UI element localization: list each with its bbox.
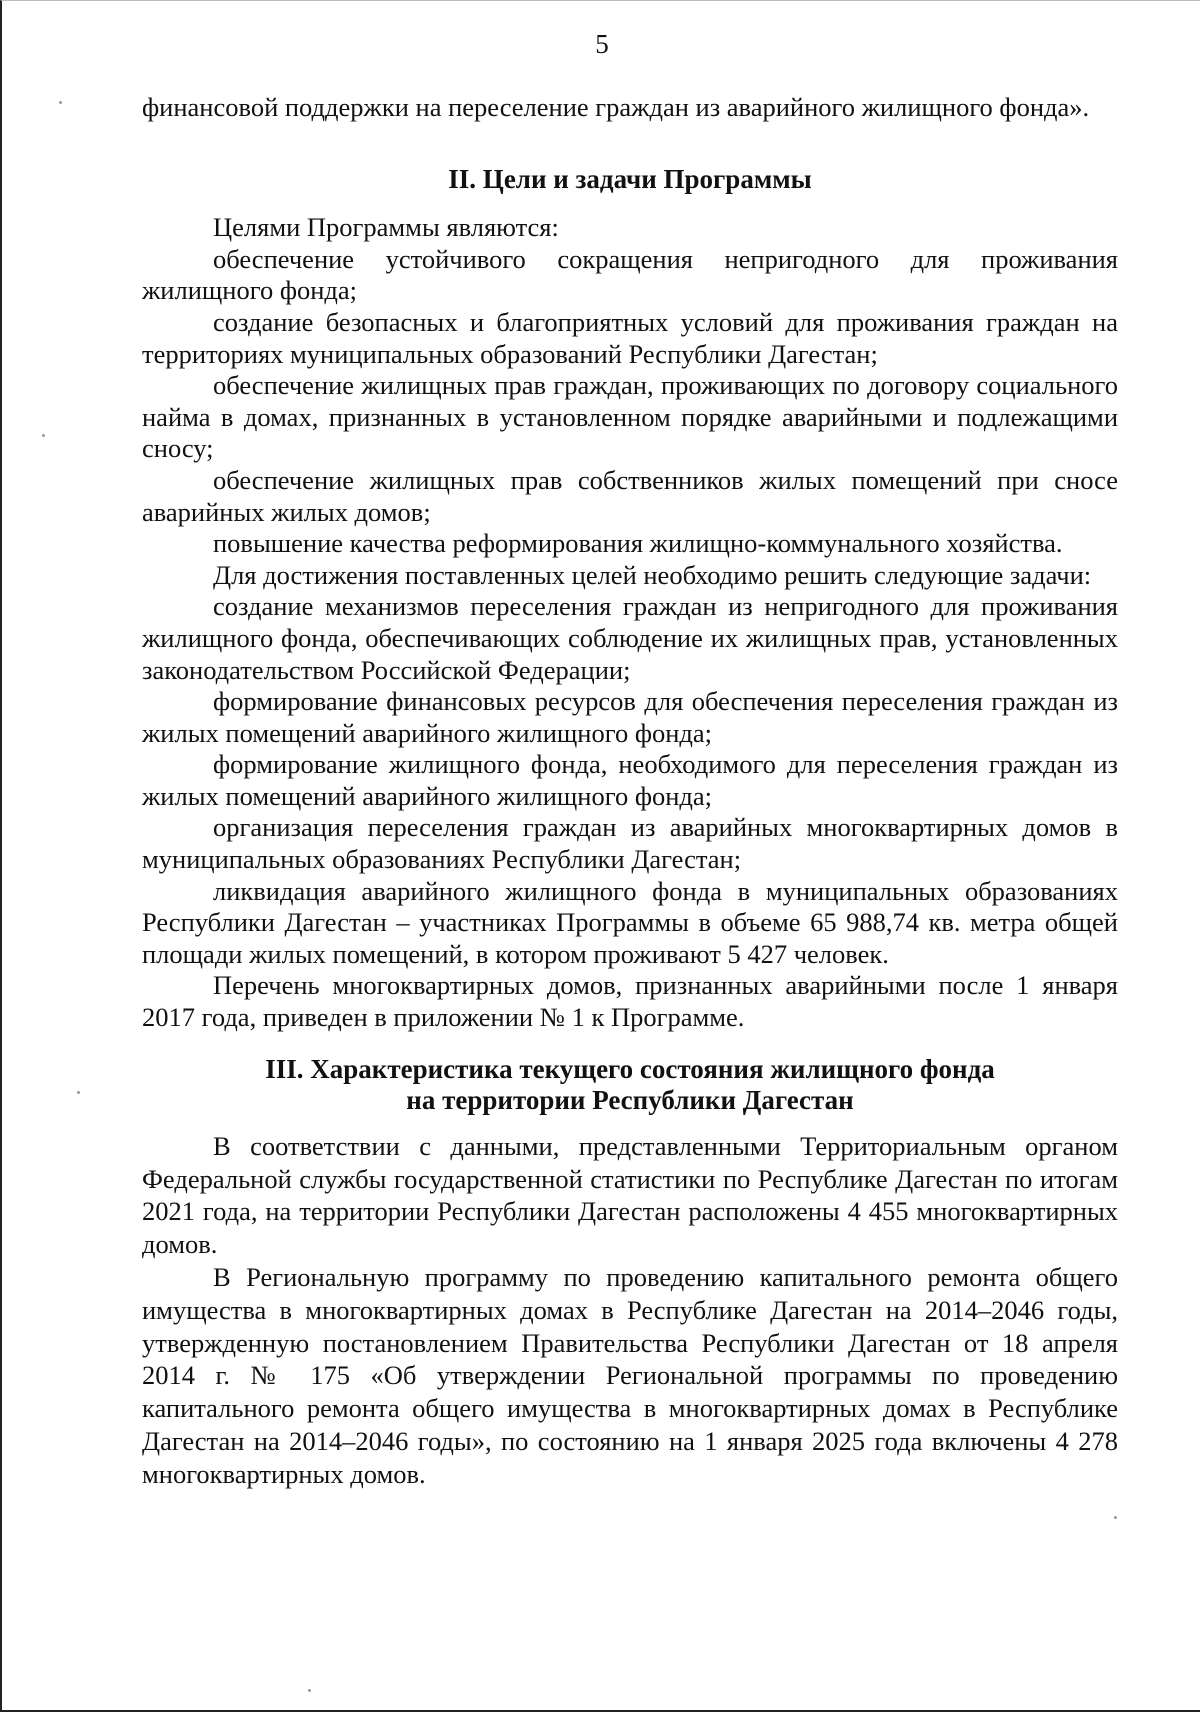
section2-paragraph: создание механизмов переселения граждан из непригодного для проживания жилищного фонда, обеспечивающих соблюдение их жилищных прав, установленных законодательством Российской Федерации;: [142, 591, 1118, 685]
section2-paragraph: формирование финансовых ресурсов для обеспечения переселения граждан из жилых помещений аварийного жилищного фонда;: [142, 686, 1118, 748]
section2-paragraph: создание безопасных и благоприятных условий для проживания граждан на территориях муниципальных образований Республики Дагестан;: [142, 306, 1118, 369]
section2-paragraph: Перечень многоквартирных домов, признанных аварийными после 1 января 2017 года, приведен в приложении № 1 к Программе.: [142, 970, 1118, 1033]
section2-paragraph: обеспечение жилищных прав собственников жилых помещений при сносе аварийных жилых домов;: [142, 464, 1118, 527]
scan-speck: [308, 1689, 311, 1692]
scan-speck: [59, 101, 62, 104]
section3-heading-line1: III. Характеристика текущего состояния жилищного фонда: [265, 1053, 995, 1084]
document-body: [142, 92, 1118, 1491]
section2-paragraph: ликвидация аварийного жилищного фонда в муниципальных образованиях Республики Дагестан – участниках Программы в объеме 65 988,74 кв. метра общей площади жилых помещений, в котором проживают 5 427 человек.: [142, 875, 1118, 969]
section3-paragraph: В соответствии с данными, представленными Территориальным органом Федеральной службы государственной статистики по Республике Дагестан по итогам 2021 года, на территории Республики Дагестан расположены 4 455 многоквартирных домов.: [142, 1130, 1118, 1260]
scan-speck: [1114, 1516, 1117, 1519]
section2-heading: II. Цели и задачи Программы: [448, 163, 812, 194]
section3-heading: [142, 1054, 1118, 1117]
section1-tail-paragraph: финансовой поддержки на переселение граждан из аварийного жилищного фонда».: [142, 92, 1090, 122]
section2-paragraph: обеспечение жилищных прав граждан, проживающих по договору социального найма в домах, признанных в установленном порядке аварийными и подлежащими сносу;: [142, 370, 1118, 464]
section3-paragraph: В Региональную программу по проведению капитального ремонта общего имущества в многоквартирных домах в Республике Дагестан на 2014–2046 годы, утвержденную постановлением Правительства Республики Дагестан от 18 апреля 2014 г. № 175 «Об утверждении Региональной программы по проведению капитального ремонта общего имущества в многоквартирных домах в Республике Дагестан на 2014–2046 годы», по состоянию на 1 января 2025 года включены 4 278 многоквартирных домов.: [142, 1262, 1118, 1489]
section2-paragraph: Для достижения поставленных целей необходимо решить следующие задачи:: [213, 559, 1092, 590]
scan-speck: [42, 434, 45, 437]
section2-paragraph: повышение качества реформирования жилищно-коммунального хозяйства.: [213, 528, 1063, 559]
section2-paragraph: обеспечение устойчивого сокращения непригодного для проживания жилищного фонда;: [142, 243, 1118, 306]
section2-paragraph: формирование жилищного фонда, необходимого для переселения граждан из жилых помещений аварийного жилищного фонда;: [142, 749, 1118, 811]
section3-heading-line2: на территории Республики Дагестан: [406, 1085, 854, 1116]
section2-paragraph: Целями Программы являются:: [213, 212, 559, 243]
section2-paragraph: организация переселения граждан из аварийных многоквартирных домов в муниципальных образованиях Республики Дагестан;: [142, 812, 1118, 875]
page-number: 5: [595, 29, 609, 59]
scan-speck: [77, 1091, 80, 1094]
